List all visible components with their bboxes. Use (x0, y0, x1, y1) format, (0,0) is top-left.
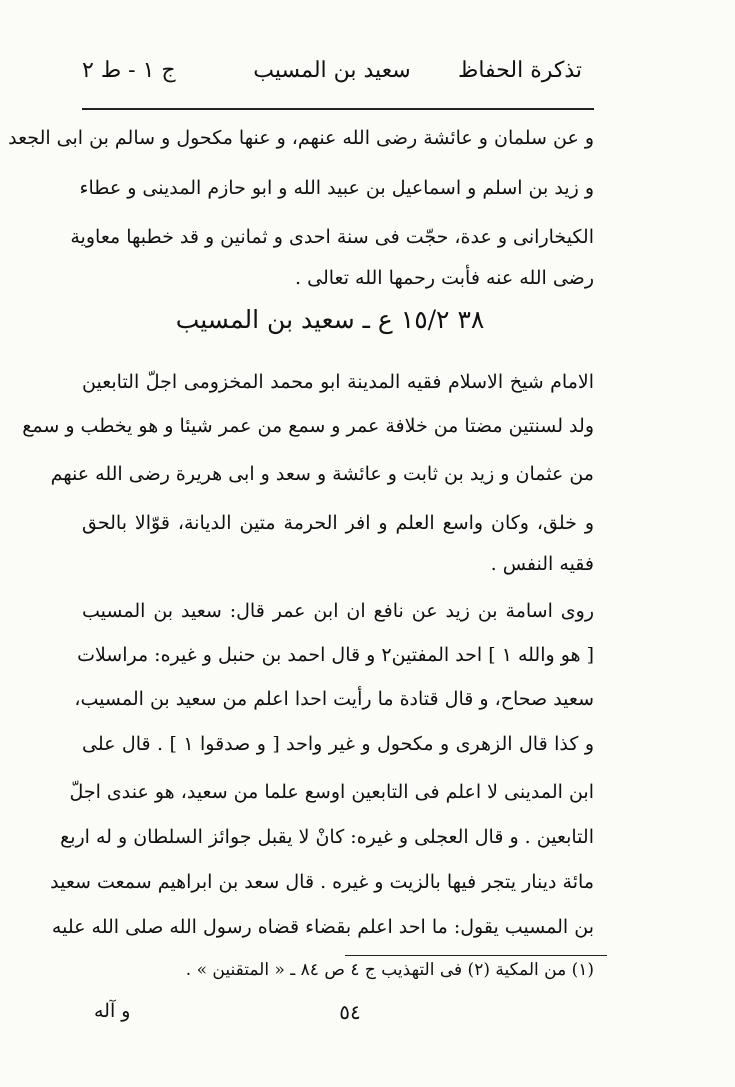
book-title: تذكرة الحفاظ (458, 58, 582, 83)
text-line: بن المسيب يقول: ما احد اعلم بقضاء قضاه رسول الله صلى الله عليه (51, 916, 594, 938)
text-line: رضى الله عنه فأبت رحمها الله تعالى . (295, 267, 594, 289)
text-line: و زيد بن اسلم و اسماعيل بن عبيد الله و ابو حازم المدينى و عطاء (79, 177, 594, 199)
header-rule (82, 108, 594, 110)
text-line: [ هو والله ١ ] احد المفتين٢ و قال احمد بن حنبل و غيره: مراسلات (77, 644, 594, 666)
page-number: ٥٤ (339, 1000, 361, 1024)
page-header (82, 58, 582, 108)
text-line: روى اسامة بن زيد عن نافع ان ابن عمر قال: سعيد بن المسيب (82, 600, 594, 622)
text-line: ولد لسنتين مضتا من خلافة عمر و سمع من عمر شيئا و هو يخطب و سمع (22, 415, 594, 437)
volume-reference: ج ١ - ط ٢ (82, 58, 176, 83)
text-line: من عثمان و زيد بن ثابت و عائشة و سعد و ابى هريرة رضى الله عنهم (50, 463, 594, 485)
footnote: (١) من المكية (٢) فى التهذيب ج ٤ ص ٨٤ ـ « المتقنين » . (185, 960, 594, 980)
catchword: و آله (94, 1000, 131, 1022)
text-line: سعيد صحاح، و قال قتادة ما رأيت احدا اعلم من سعيد بن المسيب، (74, 688, 594, 710)
text-line: و كذا قال الزهرى و مكحول و غير واحد [ و صدقوا ١ ] . قال على (82, 733, 594, 755)
text-line: الامام شيخ الاسلام فقيه المدينة ابو محمد المخزومى اجلّ التابعين (82, 371, 594, 393)
entry-heading: ٣٨ ١٥/٢ ع ـ سعيد بن المسيب (175, 305, 485, 334)
text-line: فقيه النفس . (490, 553, 594, 575)
text-line: و خلق، وكان واسع العلم و افر الحرمة متين الديانة، قوّالا بالحق (82, 512, 594, 534)
text-line: التابعين . و قال العجلى و غيره: كانْ لا يقبل جوائز السلطان و له اربع (60, 826, 594, 848)
footnote-rule (345, 955, 607, 956)
text-line: الكيخارانى و عدة، حجّت فى سنة احدى و ثمانين و قد خطبها معاوية (70, 226, 594, 248)
running-title: سعيد بن المسيب (253, 58, 411, 83)
text-line: ابن المدينى لا اعلم فى التابعين اوسع علما من سعيد، هو عندى اجلّ (69, 781, 594, 803)
text-line: و عن سلمان و عائشة رضى الله عنهم، و عنها مكحول و سالم بن ابى الجعد (8, 127, 594, 149)
text-line: مائة دينار يتجر فيها بالزيت و غيره . قال سعد بن ابراهيم سمعت سعيد (50, 871, 594, 893)
